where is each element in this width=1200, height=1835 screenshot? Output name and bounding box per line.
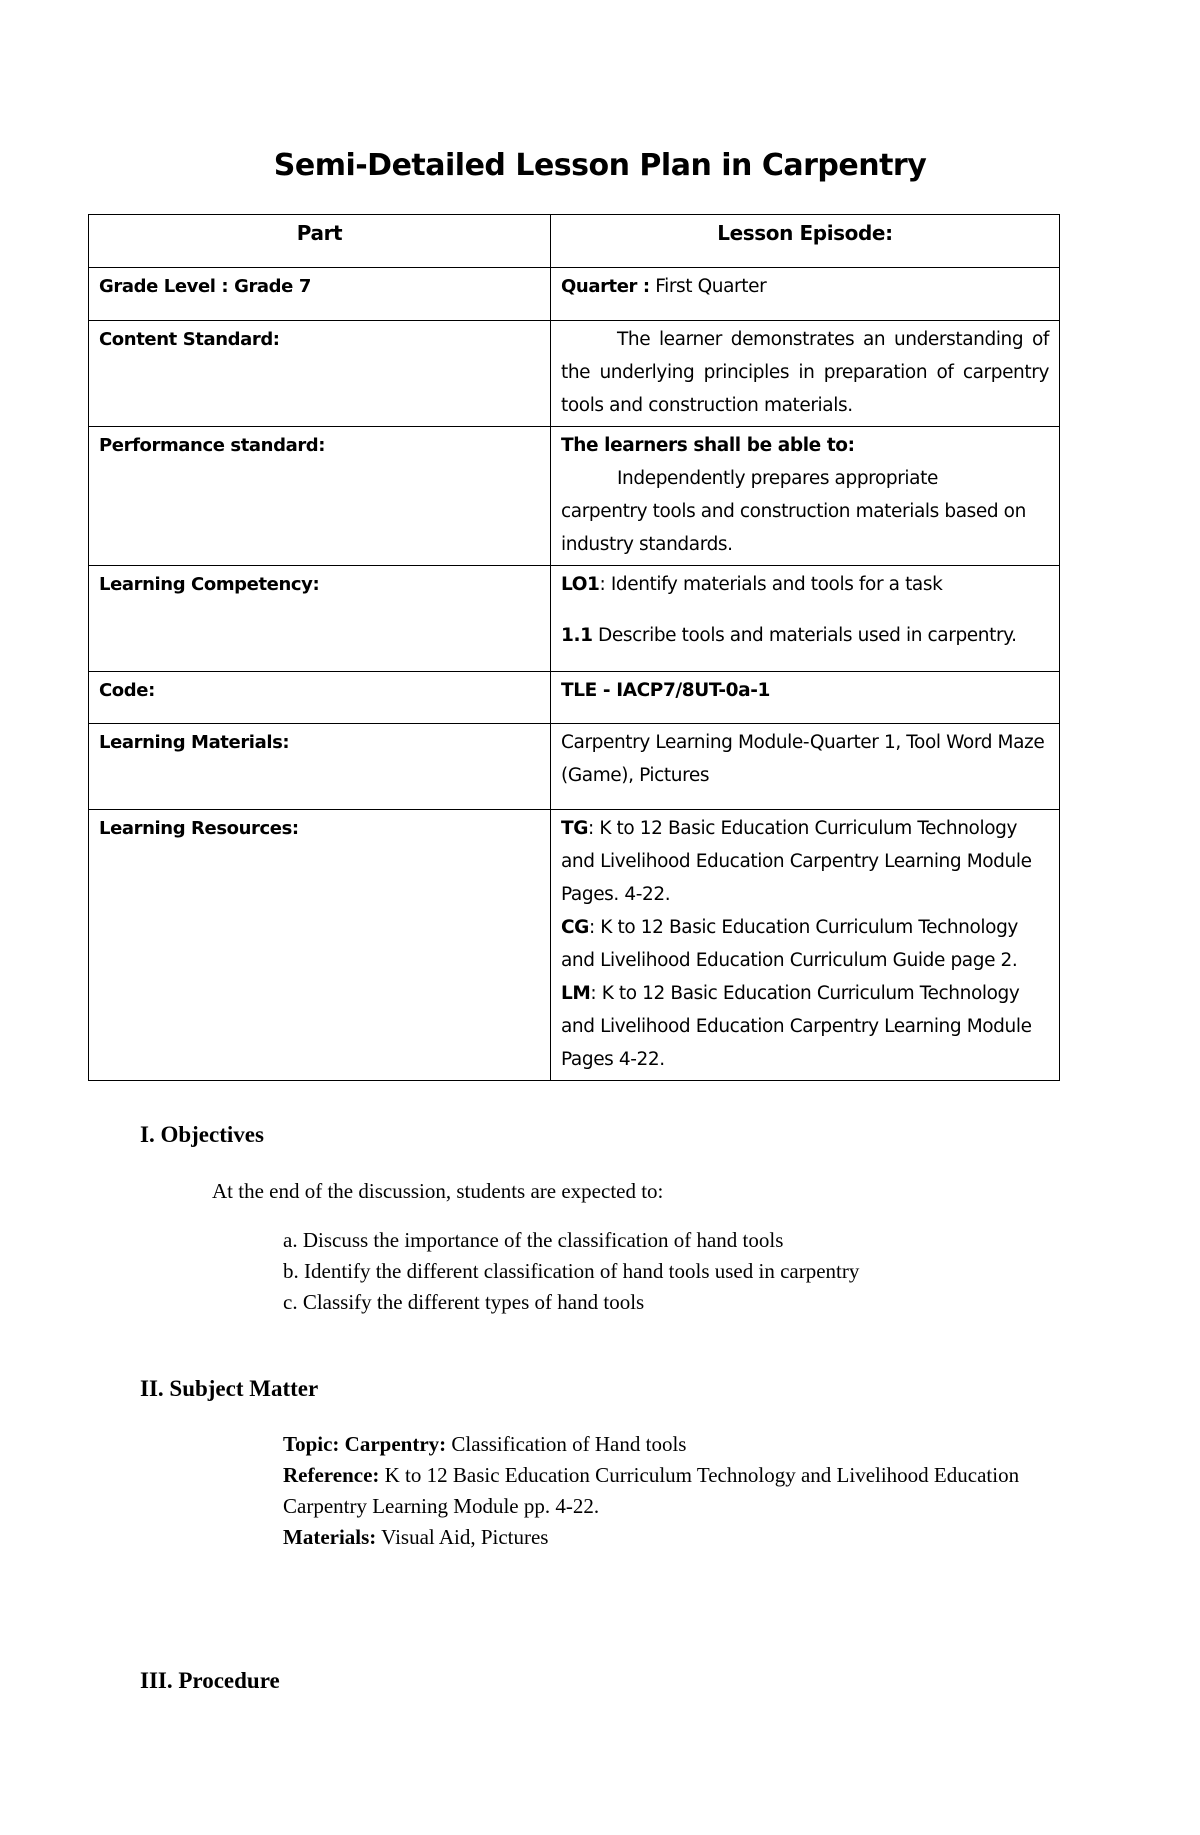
learning-materials-value: Carpentry Learning Module-Quarter 1, Tool Word Maze (Game), Pictures (551, 724, 1060, 810)
subject-matter-body (283, 1429, 1043, 1553)
quarter-value: First Quarter (655, 276, 767, 297)
list-item: a. Discuss the importance of the classification of hand tools (283, 1228, 784, 1252)
list-item: c. Classify the different types of hand tools (283, 1290, 645, 1314)
performance-standard-lead: The learners shall be able to: (561, 435, 855, 456)
materials-line: Materials: Visual Aid, Pictures (283, 1525, 549, 1549)
procedure-heading: III. Procedure (140, 1668, 280, 1693)
table-row (89, 810, 1060, 1081)
resource-lm: LM: K to 12 Basic Education Curriculum Technology and Livelihood Education Carpentry Learning Module Pages 4-22. (561, 983, 1032, 1070)
content-standard-value: The learner demonstrates an understanding of the underlying principles in preparation of carpentry tools and construction materials. (551, 321, 1060, 427)
table-row (89, 268, 1060, 321)
page-title: Semi-Detailed Lesson Plan in Carpentry (273, 148, 927, 183)
code-value: TLE - IACP7/8UT-0a-1 (551, 672, 1060, 724)
lo1-line: LO1: Identify materials and tools for a task (561, 574, 943, 595)
quarter-cell (551, 268, 1060, 321)
code-label: Code: (89, 672, 551, 724)
list-item: b. Identify the different classification of hand tools used in carpentry (283, 1259, 860, 1283)
table-row (89, 321, 1060, 427)
learning-competency-value (551, 566, 1060, 672)
grade-level-label: Grade Level : Grade 7 (89, 268, 551, 321)
table-row (89, 427, 1060, 566)
performance-standard-value (551, 427, 1060, 566)
learning-materials-label: Learning Materials: (89, 724, 551, 810)
competency-1-1-line: 1.1 Describe tools and materials used in carpentry. (561, 625, 1017, 646)
objectives-list (283, 1225, 859, 1318)
quarter-label: Quarter : (561, 276, 650, 297)
resource-tg: TG: K to 12 Basic Education Curriculum Technology and Livelihood Education Carpentry Learning Module Pages. 4-22. (561, 818, 1032, 905)
objectives-intro: At the end of the discussion, students are expected to: (212, 1179, 664, 1203)
performance-standard-text: Independently prepares appropriate carpentry tools and construction materials based on industry standards. (561, 468, 1026, 555)
subject-matter-heading: II. Subject Matter (140, 1376, 319, 1401)
lesson-plan-table (88, 214, 1060, 1081)
learning-resources-label: Learning Resources: (89, 810, 551, 1081)
header-lesson-episode: Lesson Episode: (551, 215, 1060, 268)
header-part: Part (89, 215, 551, 268)
table-row (89, 672, 1060, 724)
content-standard-label: Content Standard: (89, 321, 551, 427)
reference-line: Reference: K to 12 Basic Education Curriculum Technology and Livelihood Education Carpentry Learning Module pp. 4-22. (283, 1463, 1020, 1518)
resource-cg: CG: K to 12 Basic Education Curriculum Technology and Livelihood Education Curriculum Guide page 2. (561, 917, 1018, 971)
performance-standard-label: Performance standard: (89, 427, 551, 566)
objectives-heading: I. Objectives (140, 1122, 264, 1147)
learning-resources-value (551, 810, 1060, 1081)
table-row (89, 724, 1060, 810)
topic-line: Topic: Carpentry: Classification of Hand tools (283, 1432, 687, 1456)
learning-competency-label: Learning Competency: (89, 566, 551, 672)
table-header-row (89, 215, 1060, 268)
table-row (89, 566, 1060, 672)
